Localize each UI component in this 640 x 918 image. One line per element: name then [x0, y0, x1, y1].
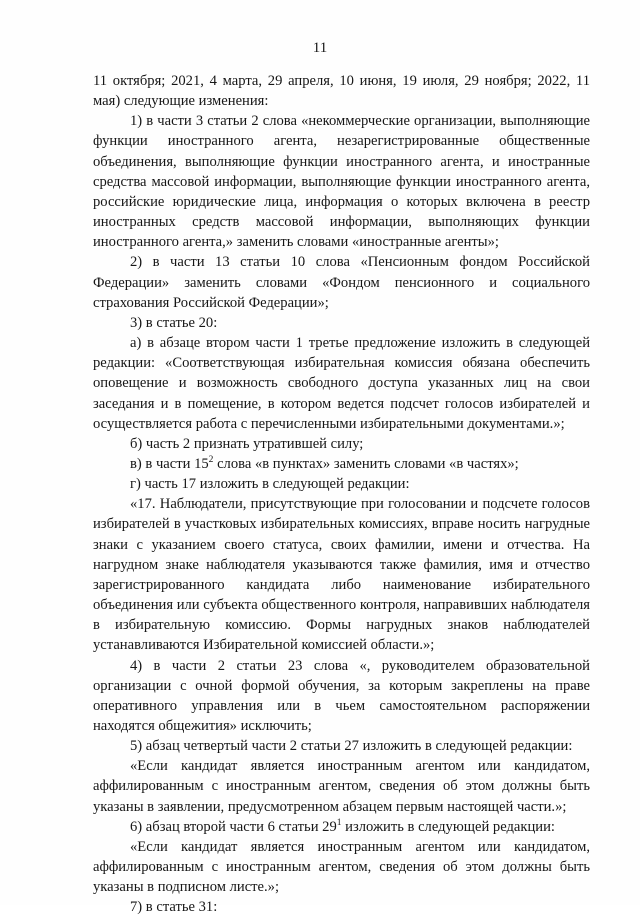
- document-body: [93, 71, 590, 918]
- paragraph-item-3: 3) в статье 20:: [130, 314, 218, 331]
- paragraph-quote-5: «Если кандидат является иностранным агентом или кандидатом, аффилированным с иностранным агентом, сведения об этом должны быть указаны в заявлении, предусмотренном абзацем первым настоящей части.»;: [93, 758, 590, 815]
- paragraph-item-2: 2) в части 13 статьи 10 слова «Пенсионным фондом Российской Федерации» заменить словами «Фондом пенсионного и социального страхования Российской Федерации»;: [93, 254, 590, 311]
- paragraph-item-3v: в) в части $15^2$ слова «в пунктах» заменить словами «в частях»;: [130, 455, 519, 472]
- paragraph-item-3a: а) в абзаце втором части 1 третье предложение изложить в следующей редакции: «Соответствующая избирательная комиссия обязана обеспечить оповещение и возможность свободного доступа указанных лиц на свои заседания и в помещение, в котором ведется подсчет голосов избирателей и осуществляется работа с перечисленными избирательными документами.»;: [93, 335, 590, 432]
- paragraph-item-4: 4) в части 2 статьи 23 слова «, руководителем образовательной организации с очной формой обучения, за которым закреплены на праве оперативного управления или в чьем самостоятельном распоряжении находятся общежития» исключить;: [93, 657, 590, 734]
- paragraph-item-1: 1) в части 3 статьи 2 слова «некоммерческие организации, выполняющие функции иностранного агента, незарегистрированные общественные объединения, выполняющие функции иностранного агента, и иностранные средства массовой информации, выполняющие функции иностранного агента, российские юридические лица, информация о которых включена в реестр иностранных средств массовой информации, выполняющих функции иностранного агента,» заменить словами «иностранные агенты»;: [93, 113, 590, 251]
- paragraph-quote-17: «17. Наблюдатели, присутствующие при голосовании и подсчете голосов избирателей в участковых избирательных комиссиях, вправе носить нагрудные знаки с указанием своего статуса, своих фамилии, имени и отчества. На нагрудном знаке наблюдателя указываются также фамилия, имя и отчество зарегистрированного кандидата либо наименование избирательного объединения или субъекта общественного контроля, направивших наблюдателя в избирательную комиссию. Формы нагрудных знаков наблюдателей устанавливаются Избирательной комиссией области.»;: [93, 496, 590, 654]
- page-number: 11: [312, 40, 328, 56]
- superscript: 2: [208, 455, 214, 466]
- paragraph-intro-continuation: 11 октября; 2021, 4 марта, 29 апреля, 10 июня, 19 июля, 29 ноября; 2022, 11 мая) следующие изменения:: [93, 73, 590, 110]
- paragraph-item-3b: б) часть 2 признать утратившей силу;: [130, 435, 364, 452]
- paragraph-item-3g: г) часть 17 изложить в следующей редакции:: [130, 476, 410, 493]
- paragraph-item-6: 6) абзац второй части 6 статьи $29^1$ изложить в следующей редакции:: [130, 817, 555, 835]
- paragraph-item-5: 5) абзац четвертый части 2 статьи 27 изложить в следующей редакции:: [130, 738, 573, 755]
- superscript: 1: [336, 817, 342, 828]
- paragraph-item-7: 7) в статье 31:: [130, 899, 218, 916]
- paragraph-quote-6: «Если кандидат является иностранным агентом или кандидатом, аффилированным с иностранным агентом, сведения об этом должны быть указаны в подписном листе.»;: [93, 838, 590, 896]
